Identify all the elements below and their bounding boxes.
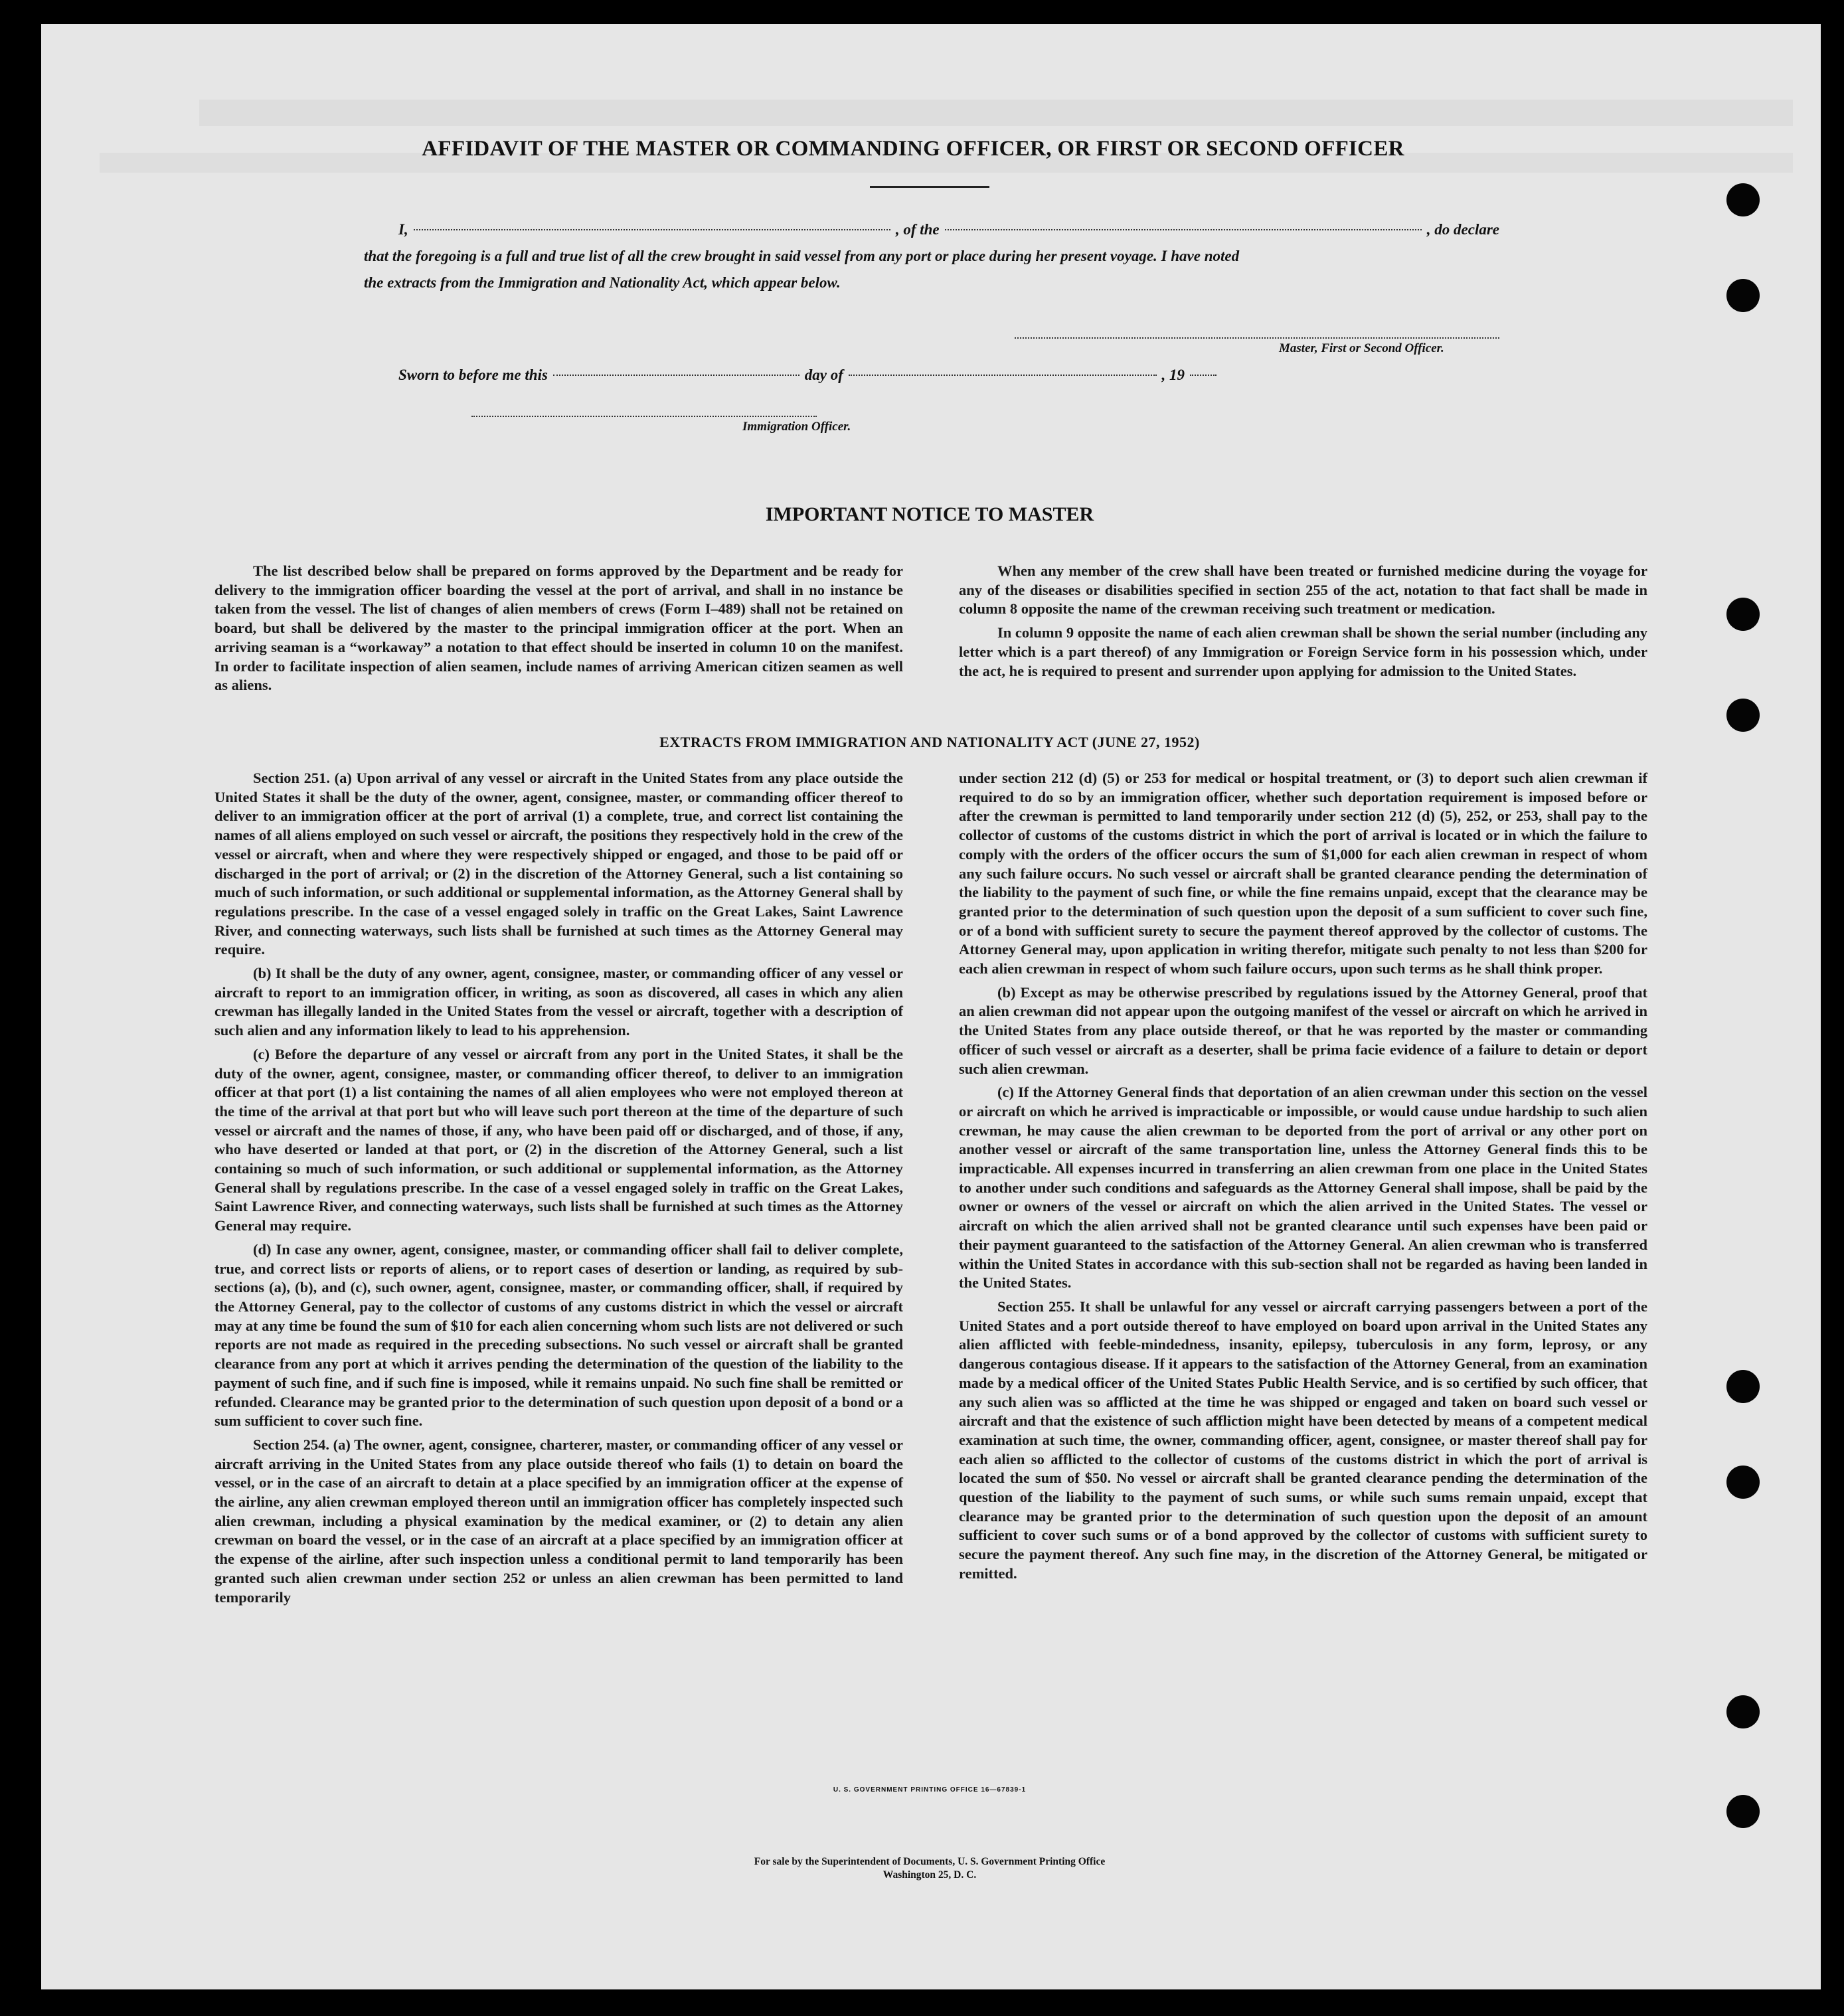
- binder-hole: [1726, 699, 1760, 732]
- master-signature-label: Master, First or Second Officer.: [1279, 341, 1444, 355]
- extracts-right-column: [959, 769, 1647, 1588]
- i-label: I,: [398, 221, 408, 238]
- binder-hole: [1726, 279, 1760, 312]
- sworn-fill-row: [398, 362, 1222, 388]
- declaration-fill-row: [364, 216, 1499, 243]
- do-declare-label: , do declare: [1426, 221, 1500, 238]
- title-rule: [870, 186, 989, 188]
- name-field[interactable]: [414, 229, 890, 230]
- vessel-field[interactable]: [945, 229, 1422, 230]
- notice-paragraph: The list described below shall be prepared on forms approved by the Department and be ready for delivery to the immigration officer boarding the vessel at the port of arrival, and shall in no instance be taken from the vessel. The list of changes of alien members of crews (Form I–489) shall not be retained on board, but shall be delivered by the master to the principal immigration officer at the port. When an arriving seaman is a “workaway” a notation to that effect should be inserted in column 10 on the manifest. In order to facilitate inspection of alien seamen, include names of arriving American citizen seamen as well as aliens.: [214, 562, 903, 694]
- binder-hole: [1726, 1695, 1760, 1728]
- section-paragraph: Section 251. (a) Upon arrival of any vessel or aircraft in the United States from any place outside the United States it shall be the duty of the owner, agent, consignee, master, or commanding officer thereof to deliver to an immigration officer at the port of arrival (1) a complete, true, and correct list containing the names of all aliens employed on such vessel or aircraft, the positions they respectively hold in the crew of the vessel or aircraft, when and where they were respectively shipped or engaged, and those to be paid off or discharged in the port of arrival; or (2) in the discretion of the Attorney General, such a list containing so much of such information, or such additional or supplemental information, as the Attorney General shall by regulations prescribe. In the case of a vessel engaged solely in traffic on the Great Lakes, Saint Lawrence River, and connecting waterways, such lists shall be furnished at such times as the Attorney General may require.: [214, 770, 903, 958]
- for-sale-line-2: Washington 25, D. C.: [882, 1869, 977, 1881]
- officer-signature-line[interactable]: [471, 416, 817, 417]
- section-paragraph: Section 254. (a) The owner, agent, consignee, charterer, master, or commanding officer of any vessel or aircraft arriving in the United States from any place outside thereof who fails (1) to detain on board the vessel, or in the case of an aircraft to detain at a place specified by an immigration officer at the expense of the airline, any alien crewman employed thereon until an immigration officer has completely inspected such alien crewman, including a physical examination by the medical examiner, or (2) to detain any alien crewman on board the vessel, or in the case of an aircraft at a place specified by an immigration officer at the expense of the airline, after such inspection unless a conditional permit to land temporarily has been granted such alien crewman under section 252 or unless an alien crewman has been permitted to land temporarily: [214, 1436, 903, 1606]
- day-of-label: day of: [804, 367, 843, 383]
- sworn-month-field[interactable]: [849, 375, 1157, 376]
- sworn-label: Sworn to before me this: [398, 367, 548, 383]
- section-paragraph: (b) It shall be the duty of any owner, agent, consignee, master, or commanding officer of any vessel or aircraft to report to an immigration officer, in writing, as soon as discovered, all cases in which any alien crewman has illegally landed in the United States from the vessel or aircraft, together with a description of such alien and any information likely to lead to his apprehension.: [214, 965, 903, 1039]
- binder-hole: [1726, 1466, 1760, 1499]
- master-signature-line[interactable]: [1015, 337, 1499, 339]
- gpo-imprint: U. S. GOVERNMENT PRINTING OFFICE 16—67839-1: [833, 1786, 1027, 1794]
- section-paragraph: (c) If the Attorney General finds that deportation of an alien crewman under this section on the vessel or aircraft on which he arrived is impracticable or impossible, or would cause undue hardship to such alien crewman, he may cause the alien crewman to be deported from the port of arrival or any other port on another vessel or aircraft of the same transportation line, unless the Attorney General finds this to be impracticable. All expenses incurred in transferring an alien crewman from one place in the United States to another under such conditions and safeguards as the Attorney General shall impose, shall be paid by the owner or owners of the vessel or aircraft on which the alien arrived in the United States. The vessel or aircraft on which the alien arrived shall not be granted clearance until such expenses have been paid or their payment guaranteed to the satisfaction of the Attorney General. An alien crewman who is transferred within the United States in accordance with this sub-section shall not be regarded as having been landed in the United States.: [959, 1084, 1647, 1292]
- binder-hole: [1726, 1795, 1760, 1828]
- notice-left-column: [214, 562, 903, 700]
- notice-paragraph: In column 9 opposite the name of each alien crewman shall be shown the serial number (including any letter which is a part thereof) of any Immigration or Foreign Service form in his possession which, under the act, he is required to present and surrender upon applying for admission to the United States.: [959, 624, 1647, 679]
- section-paragraph: Section 255. It shall be unlawful for any vessel or aircraft carrying passengers between a port of the United States and a port outside thereof to have employed on board upon arrival in the United States any alien afflicted with feeble-mindedness, insanity, epilepsy, tuberculosis in any form, leprosy, or any dangerous contagious disease. If it appears to the satisfaction of the Attorney General, from an examination made by a medical officer of the United States Public Health Service, and is so certified by such officer, that any such alien was so afflicted at the time he was shipped or engaged and taken on board such vessel or aircraft and that the existence of such affliction might have been detected by means of a competent medical examination at such time, the owner, commanding officer, agent, consignee, or master thereof shall pay for each alien so afflicted to the collector of customs of the customs district in which the port of arrival is located the sum of $50. No vessel or aircraft shall be granted clearance pending the determination of the question of the liability to the payment of such sums, or while such sums remain unpaid, except that clearance may be granted prior to the determination of such question upon the deposit of an amount sufficient to cover such sums or of a bond approved by the collector of customs with sufficient surety to secure the payment thereof. Any such fine may, in the discretion of the Attorney General, be mitigated or remitted.: [959, 1298, 1647, 1582]
- statement-line-2: the extracts from the Immigration and Nationality Act, which appear below.: [364, 274, 841, 291]
- for-sale-line-1: For sale by the Superintendent of Documents, U. S. Government Printing Office: [754, 1856, 1106, 1867]
- affidavit-title: AFFIDAVIT OF THE MASTER OR COMMANDING OFFICER, OR FIRST OR SECOND OFFICER: [422, 137, 1404, 161]
- sworn-year-field[interactable]: [1190, 375, 1216, 376]
- section-paragraph: under section 212 (d) (5) or 253 for medical or hospital treatment, or (3) to deport such alien crewman if required to do so by an immigration officer, whether such deportation requirement is imposed before or after the crewman is permitted to land temporarily under section 212 (d) (5), 252, or 253, shall pay to the collector of customs of the customs district in which the port of arrival is located or in which the failure to comply with the orders of the officer occurs the sum of $1,000 for each alien crewman in respect of whom any such failure occurs. No such vessel or aircraft shall be granted clearance pending the determination of the liability to the payment of such fine, or while the fine remains unpaid, except that the clearance may be granted prior to the determination of such question upon the deposit of a sum sufficient to cover such fine, or of a bond with sufficient surety to secure the payment thereof approved by the collector of customs. The Attorney General may, upon application in writing therefor, mitigate such penalty to not less than $200 for each alien crewman in respect of whom such failure occurs, upon such terms as he shall think proper.: [959, 770, 1647, 977]
- of-the-label: , of the: [895, 221, 940, 238]
- sworn-day-field[interactable]: [553, 375, 799, 376]
- year-label: , 19: [1161, 367, 1185, 383]
- bleed-through-ghost: [199, 100, 1793, 126]
- sworn-row: [398, 362, 1222, 388]
- extracts-title: EXTRACTS FROM IMMIGRATION AND NATIONALITY ACT (JUNE 27, 1952): [659, 734, 1200, 750]
- officer-signature-label: Immigration Officer.: [742, 420, 851, 434]
- notice-right-column: [959, 562, 1647, 685]
- binder-hole: [1726, 183, 1760, 216]
- notice-paragraph: When any member of the crew shall have been treated or furnished medicine during the voyage for any of the diseases or disabilities specified in section 255 of the act, notation to that fact shall be made in column 8 opposite the name of the crewman receiving such treatment or medication.: [959, 562, 1647, 618]
- section-paragraph: (c) Before the departure of any vessel or aircraft from any port in the United States, it shall be the duty of the owner, agent, consignee, master, or commanding officer thereof, to deliver to an immigration officer at that port (1) a list containing the names of all alien employees who were not employed thereon at the time of the arrival at that port but who will leave such port thereon at the time of the departure of such vessel or aircraft and the names of those, if any, who have been paid off or discharged, and of those, if any, who have deserted or landed at that port, or (2) in the discretion of the Attorney General, such a list containing so much of such information, or such additional or supplemental information, as the Attorney General shall by regulations prescribe. In the case of a vessel engaged solely in traffic on the Great Lakes, Saint Lawrence River, and connecting waterways, such lists shall be furnished at such times as the Attorney General may require.: [214, 1045, 903, 1234]
- binder-hole: [1726, 598, 1760, 631]
- declaration-block: [364, 216, 1499, 296]
- section-paragraph: (d) In case any owner, agent, consignee, master, or commanding officer shall fail to deliver complete, true, and correct lists or reports of aliens, or to report cases of desertion or landing, as required by sub-sections (a), (b), and (c), such owner, agent, consignee, master, or commanding officer, shall, if required by the Attorney General, pay to the collector of customs of any customs district in which the vessel or aircraft may at any time be found the sum of $10 for each alien concerning whom such lists are not delivered or such reports are not made as required in the preceding subsections. No such vessel or aircraft shall be granted clearance from any port at which it arrives pending the determination of the question of the liability to the payment of such fine, and if such fine is imposed, while it remains unpaid. No such fine shall be remitted or refunded. Clearance may be granted prior to the determination of such question upon deposit of a bond or a sum sufficient to cover such fine.: [214, 1240, 903, 1430]
- for-sale-notice: [531, 1855, 1328, 1882]
- extracts-left-column: [214, 769, 903, 1612]
- section-paragraph: (b) Except as may be otherwise prescribed by regulations issued by the Attorney General, proof that an alien crewman did not appear upon the outgoing manifest of the vessel or aircraft on which he arrived in the United States from any place outside thereof, or that he was reported by the master or commanding officer of such vessel or aircraft as a deserter, shall be prima facie evidence of a failure to detain or deport such alien crewman.: [959, 983, 1647, 1077]
- statement-line-1: that the foregoing is a full and true list of all the crew brought in said vessel from any port or place during her present voyage. I have noted: [364, 248, 1240, 264]
- notice-title: IMPORTANT NOTICE TO MASTER: [765, 503, 1094, 525]
- binder-hole: [1726, 1370, 1760, 1403]
